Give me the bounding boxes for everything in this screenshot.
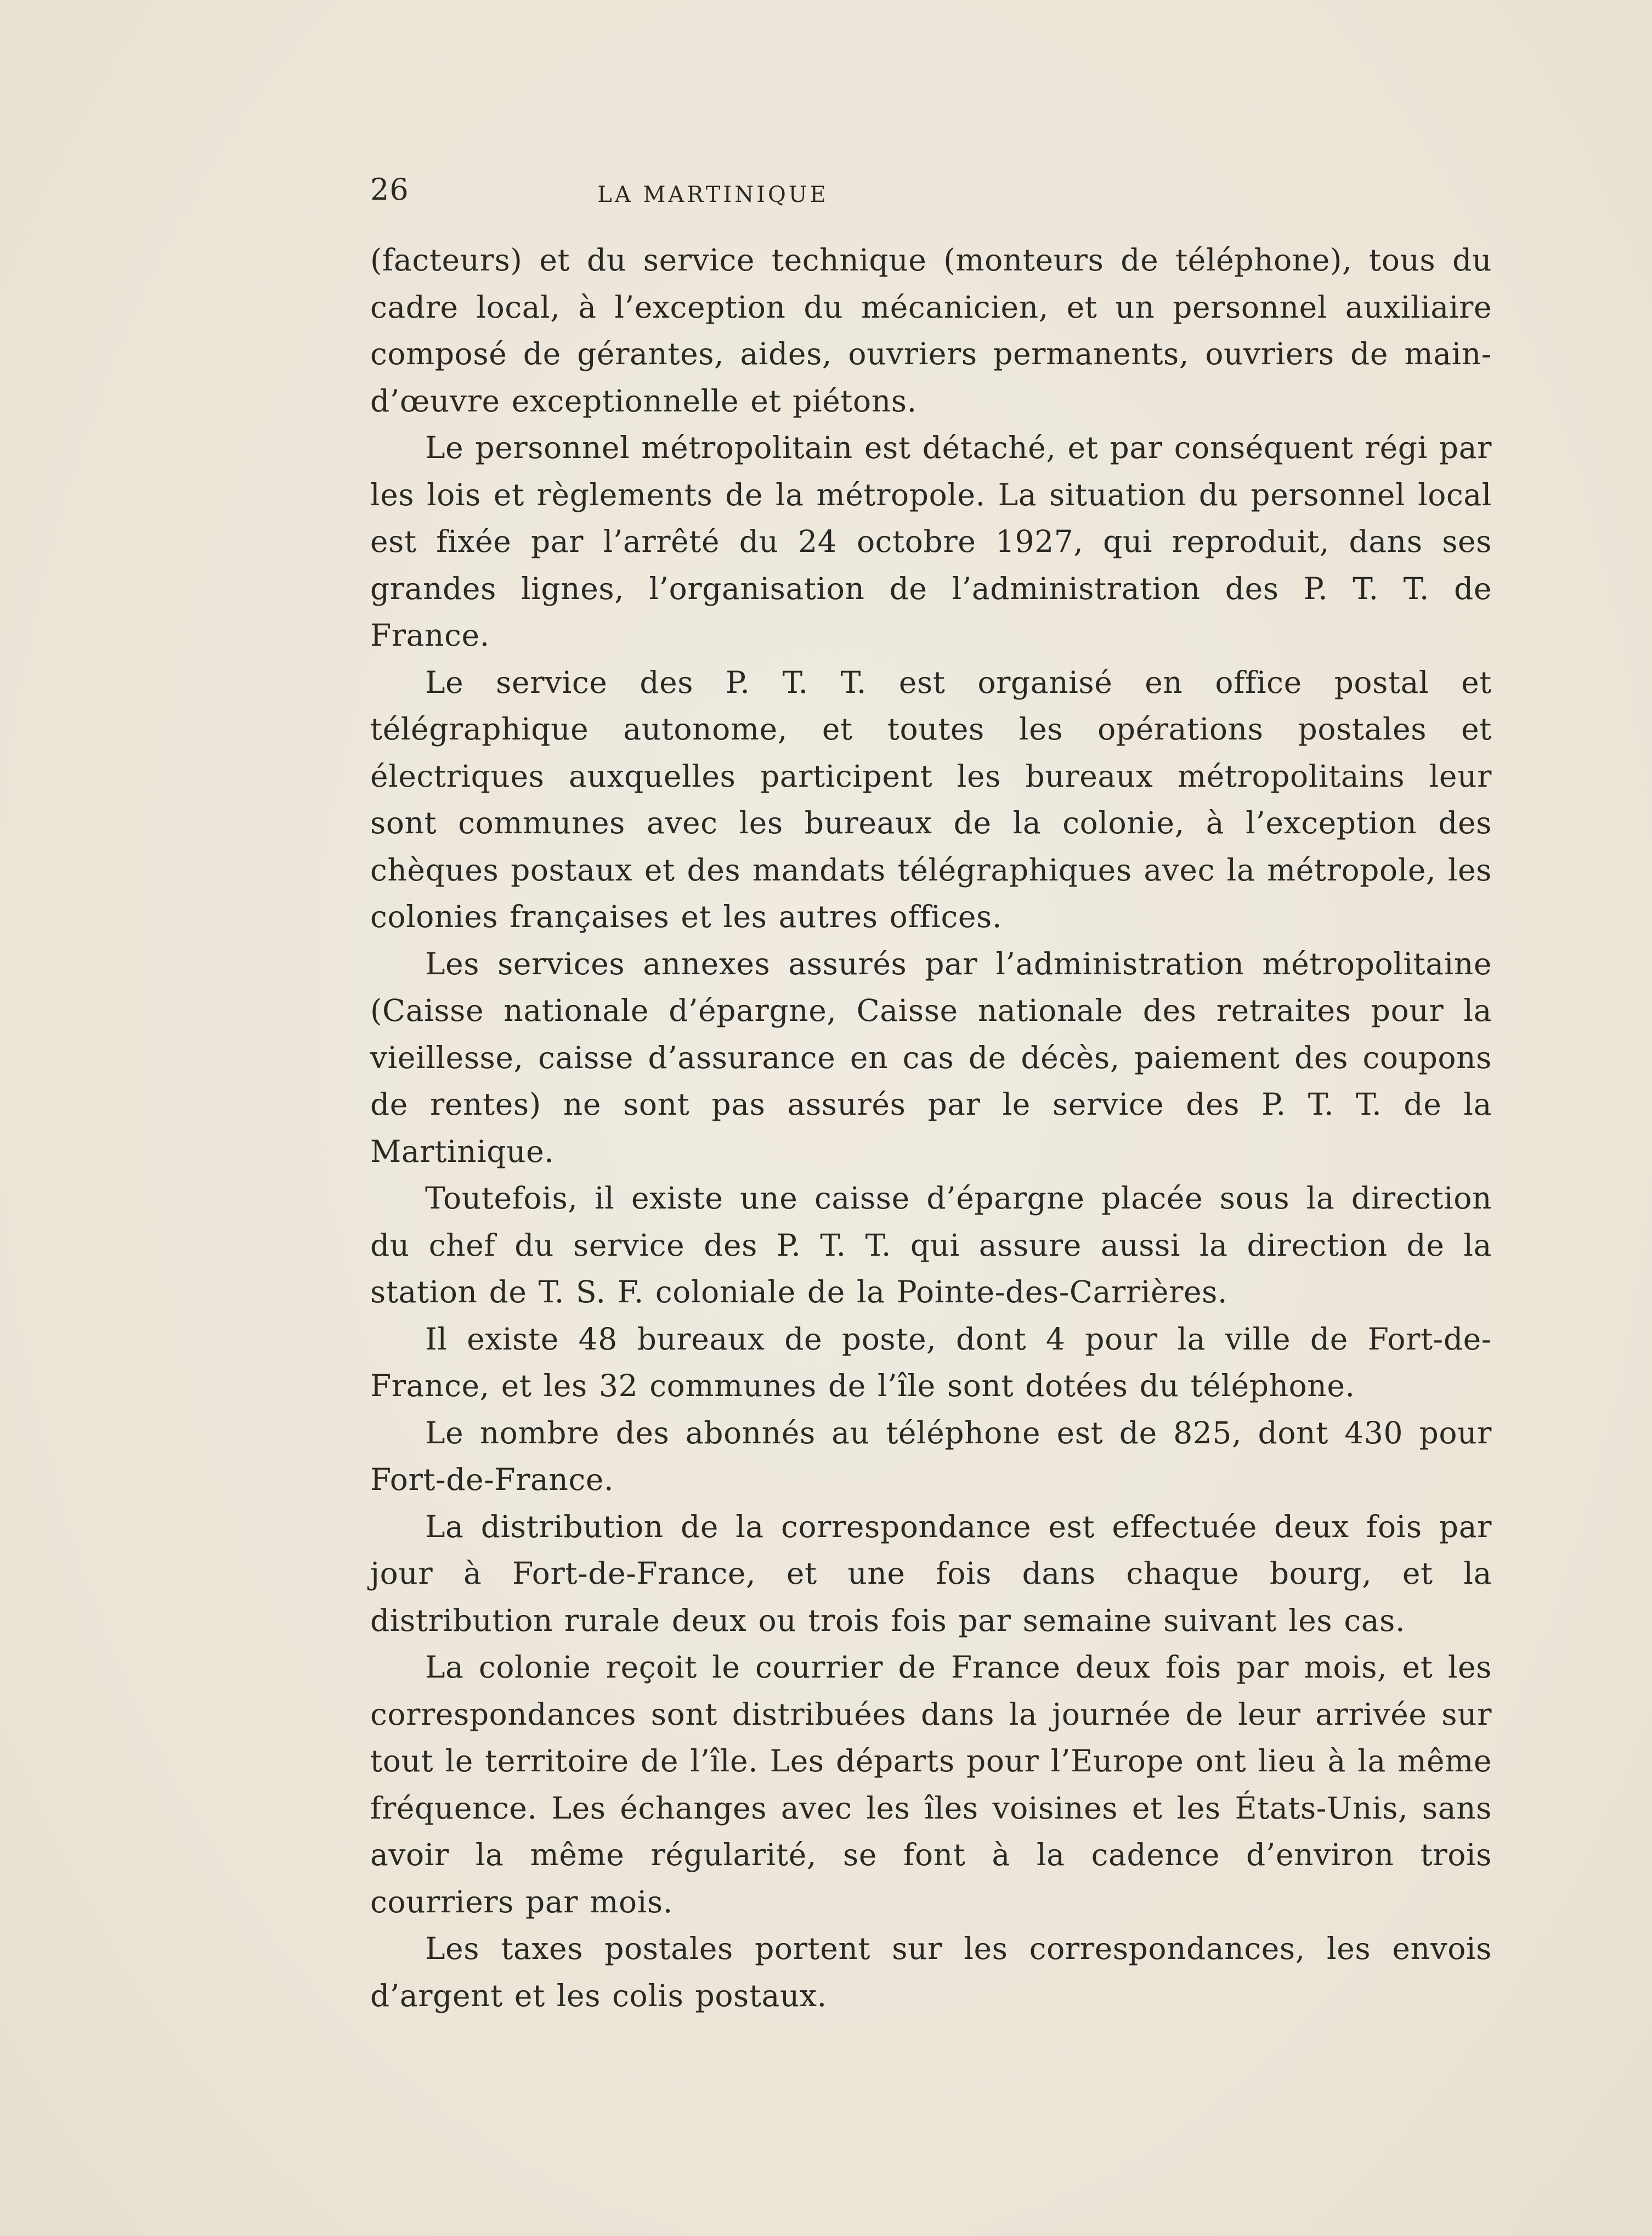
paragraph: Il existe 48 bureaux de poste, dont 4 pour la ville de Fort-de-France, et les 32 communes de l’île sont dotées du téléphone.: [370, 1321, 1492, 1403]
paragraph: La colonie reçoit le courrier de France deux fois par mois, et les correspondances sont distribuées dans la journée de leur arrivée sur tout le territoire de l’île. Les départs pour l’Europe ont lieu à la même fréquence. Les échanges avec les îles voisines et les États-Unis, sans avoir la même régularité, se font à la cadence d’environ trois courriers par mois.: [370, 1650, 1492, 1919]
paragraph: Les taxes postales portent sur les correspondances, les envois d’argent et les colis postaux.: [370, 1931, 1492, 2013]
paragraph: Toutefois, il existe une caisse d’épargne placée sous la direction du chef du service des P. T. T. qui assure aussi la direction de la station de T. S. F. coloniale de la Pointe-des-Carrières.: [370, 1181, 1492, 1309]
running-title: LA MARTINIQUE: [597, 182, 829, 207]
paragraph: La distribution de la correspondance est effectuée deux fois par jour à Fort-de-France, et une fois dans chaque bourg, et la distribution rurale deux ou trois fois par semaine suivant les cas.: [370, 1509, 1492, 1638]
paragraph: Le service des P. T. T. est organisé en office postal et télégraphique autonome, et toutes les opérations postales et électriques auxquelles participent les bureaux métropolitains leur sont communes avec les bureaux de la colonie, à l’exception des chèques postaux et des mandats télégraphiques avec la métropole, les colonies françaises et les autres offices.: [370, 664, 1492, 934]
body-text: [370, 237, 1492, 2019]
paragraph: Le nombre des abonnés au téléphone est de 825, dont 430 pour Fort-de-France.: [370, 1415, 1492, 1497]
running-head: [370, 174, 1056, 207]
page-number: 26: [370, 172, 409, 207]
paragraph-continuation: (facteurs) et du service technique (monteurs de téléphone), tous du cadre local, à l’exception du mécanicien, et un personnel auxiliaire composé de gérantes, aides, ouvriers permanents, ouvriers de main-d’œuvre exceptionnelle et piétons.: [370, 242, 1492, 419]
paragraph: Le personnel métropolitain est détaché, et par conséquent régi par les lois et règlements de la métropole. La situation du personnel local est fixée par l’arrêté du 24 octobre 1927, qui reproduit, dans ses grandes lignes, l’organisation de l’administration des P. T. T. de France.: [370, 430, 1492, 653]
paragraph: Les services annexes assurés par l’administration métropolitaine (Caisse nationale d’épargne, Caisse nationale des retraites pour la vieillesse, caisse d’assurance en cas de décès, paiement des coupons de rentes) ne sont pas assurés par le service des P. T. T. de la Martinique.: [370, 946, 1492, 1169]
